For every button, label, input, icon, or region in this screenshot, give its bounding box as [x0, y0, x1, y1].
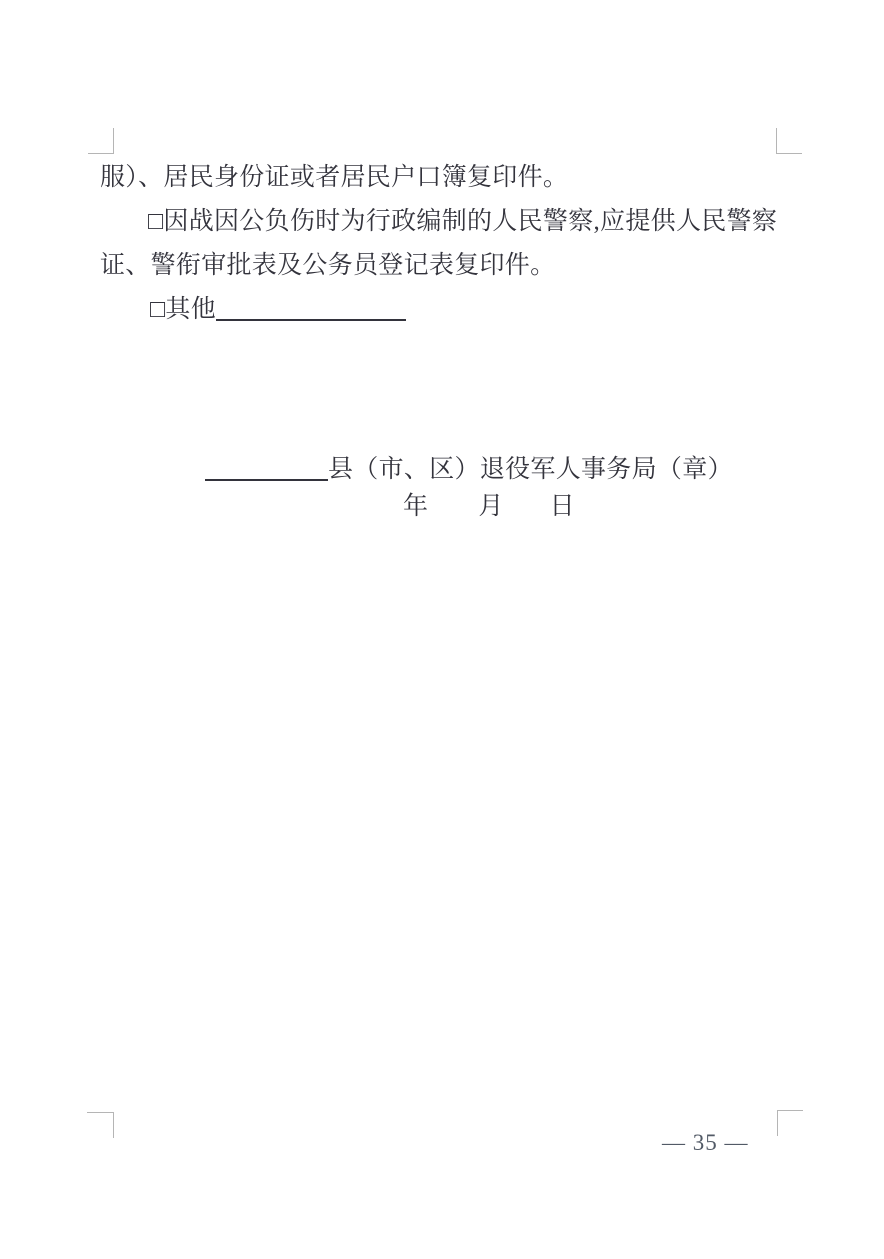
- other-fill-in-blank[interactable]: [216, 319, 406, 321]
- other-item-checkbox[interactable]: □: [150, 296, 166, 323]
- crop-mark-bottom-right-icon: [777, 1110, 803, 1136]
- year-label: 年: [403, 493, 429, 520]
- agency-name-fill-in-blank[interactable]: [205, 479, 328, 481]
- signature-line: [205, 455, 733, 485]
- page-number: — 35 —: [662, 1130, 749, 1155]
- day-label: 日: [549, 493, 575, 520]
- checkbox-item-police-line2: 证、警衔审批表及公务员登记表复印件。: [100, 252, 556, 279]
- police-item-checkbox[interactable]: □: [148, 208, 164, 235]
- agency-name-text: 县（市、区）退役军人事务局（章）: [328, 456, 733, 483]
- crop-mark-top-right-icon: [776, 128, 802, 154]
- police-item-text-line1: 因战因公负伤时为行政编制的人民警察,应提供人民警察: [163, 208, 778, 235]
- checkbox-item-police-line1: [148, 207, 786, 237]
- crop-mark-top-left-icon: [88, 128, 114, 154]
- date-line: [403, 492, 575, 522]
- paragraph-continuation-line: 服）、居民身份证或者居民户口簿复印件。: [100, 164, 569, 191]
- crop-mark-bottom-left-icon: [87, 1112, 114, 1138]
- month-label: 月: [478, 493, 504, 520]
- checkbox-item-other: [150, 295, 406, 325]
- other-item-label: 其他: [165, 296, 217, 323]
